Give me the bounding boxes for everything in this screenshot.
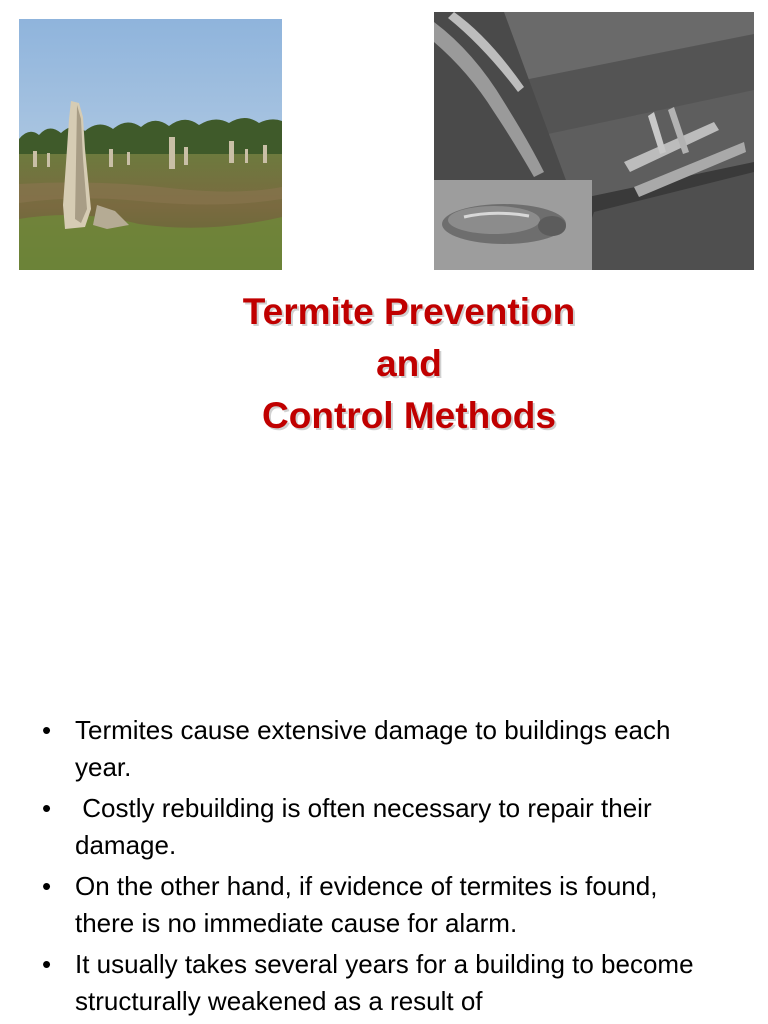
title-line-3: Control Methods: [262, 395, 556, 436]
bullet-item: [42, 790, 702, 864]
title-line-1: Termite Prevention: [242, 291, 576, 332]
bullet-text: It usually takes several years for a building to become structurally weakened as a result of: [75, 949, 694, 1016]
bullet-icon: •: [42, 793, 52, 823]
bullet-icon: •: [42, 871, 52, 901]
bullet-text: Costly rebuilding is often necessary to repair their damage.: [75, 793, 659, 860]
bullet-text: On the other hand, if evidence of termites is found, there is no immediate cause for alarm.: [75, 871, 658, 938]
termite-wood-damage-photo: [434, 12, 754, 270]
bullet-item: [42, 946, 702, 1020]
termite-mound-field-photo: [19, 19, 282, 270]
bullet-list: [42, 712, 702, 1024]
bullet-icon: •: [42, 949, 52, 979]
bullet-text: Termites cause extensive damage to buildings each year.: [75, 715, 671, 782]
bullet-item: [42, 712, 702, 786]
bullet-icon: •: [42, 715, 52, 745]
title-line-2: and: [376, 343, 442, 384]
bullet-item: [42, 868, 702, 942]
slide-title: [40, 286, 768, 442]
